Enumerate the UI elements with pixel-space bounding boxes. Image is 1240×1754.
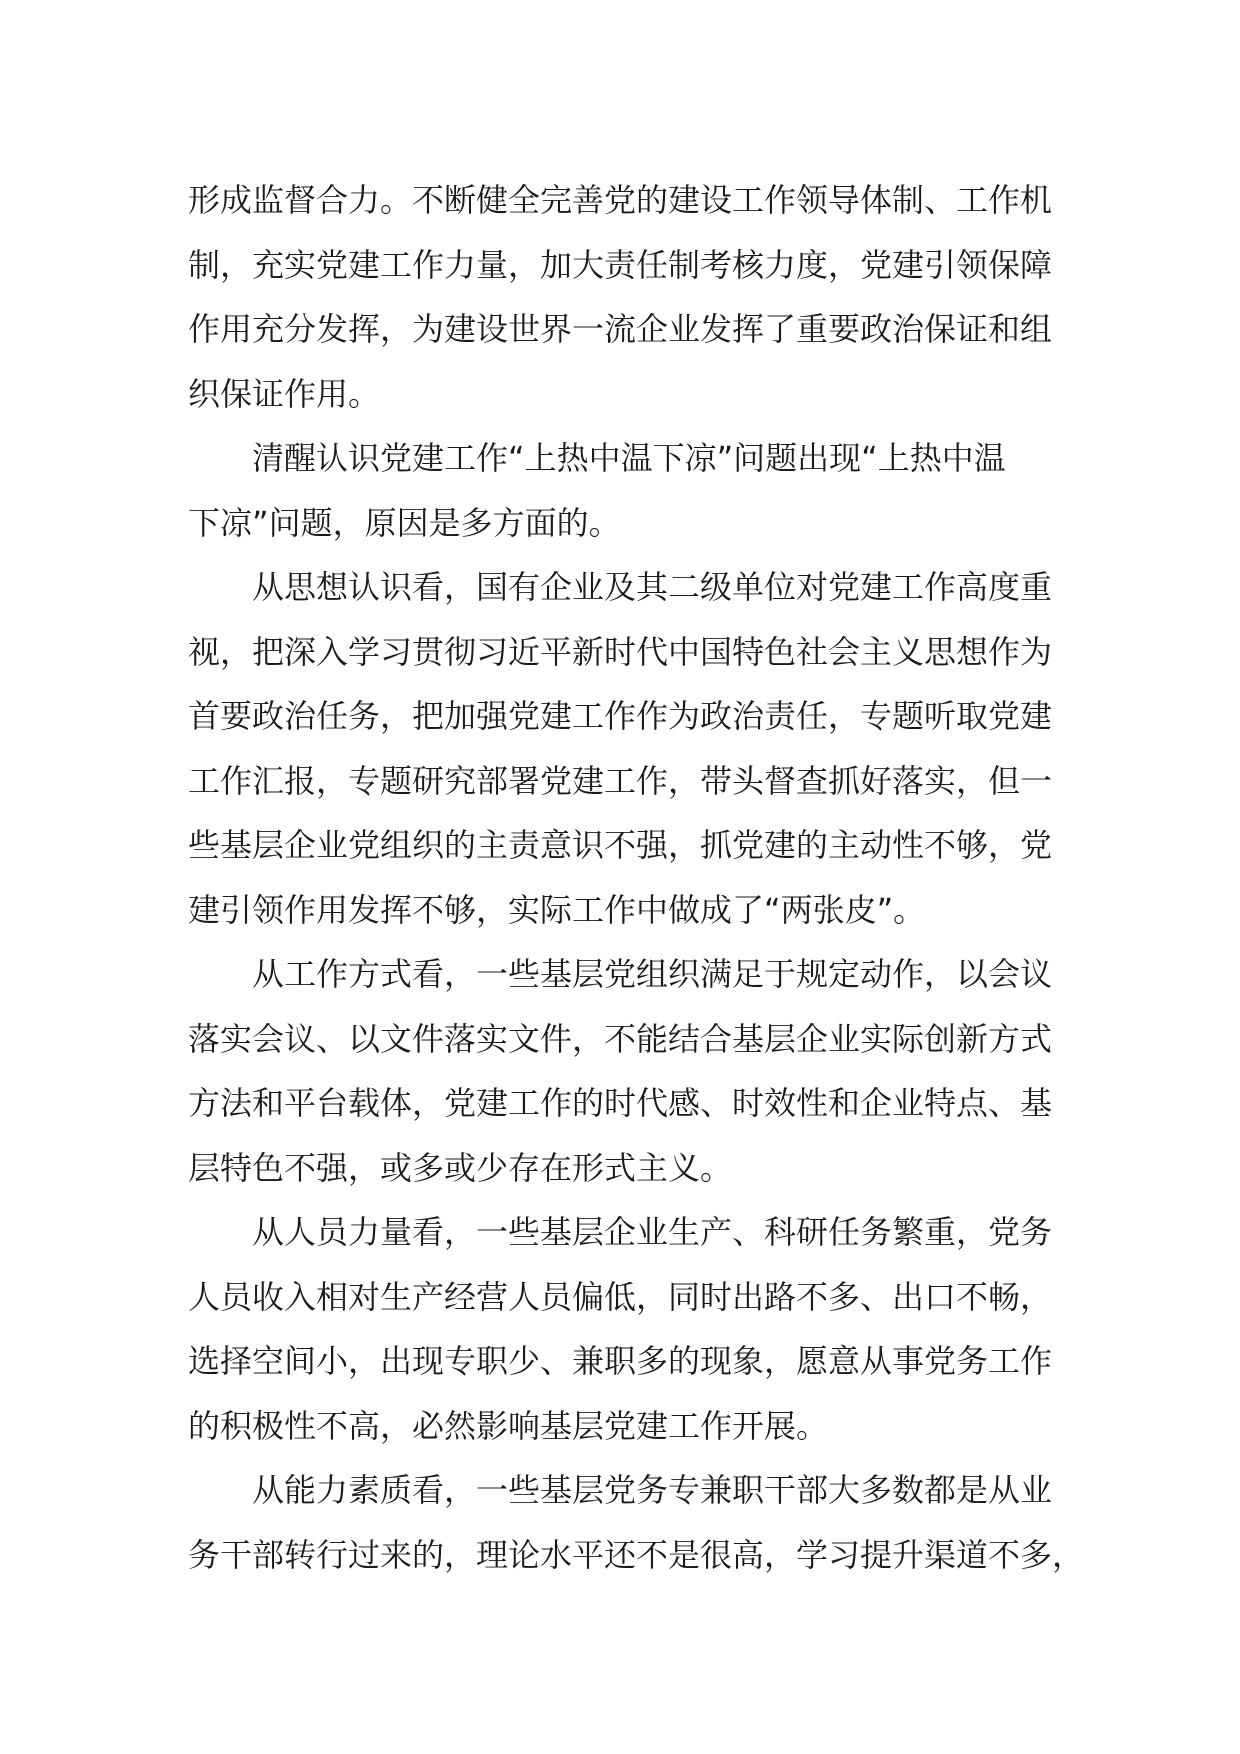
text-line: 从思想认识看，国有企业及其二级单位对党建工作高度重 [252,568,1053,606]
text-line: 作用充分发挥，为建设世界一流企业发挥了重要政治保证和组 [188,310,1053,348]
text-line: 选择空间小，出现专职少、兼职多的现象，愿意从事党务工作 [188,1342,1053,1380]
text-line: 工作汇报，专题研究部署党建工作，带头督查抓好落实，但一 [188,761,1053,800]
text-line: 下凉”问题，原因是多方面的。 [188,503,621,542]
document-body [188,168,1085,1587]
text-line: 首要政治任务，把加强党建工作作为政治责任，专题听取党建 [188,697,1053,735]
text-line: 从能力素质看，一些基层党务专兼职干部大多数都是从业 [252,1471,1053,1509]
text-line: 制，充实党建工作力量，加大责任制考核力度，党建引领保障 [188,245,1053,284]
text-line: 人员收入相对生产经营人员偏低，同时出路不多、出口不畅， [188,1277,1053,1316]
text-line: 形成监督合力。不断健全完善党的建设工作领导体制、工作机 [188,181,1053,219]
text-line: 从工作方式看，一些基层党组织满足于规定动作，以会议 [252,955,1053,993]
text-line: 视，把深入学习贯彻习近平新时代中国特色社会主义思想作为 [188,632,1053,671]
text-line: 落实会议、以文件落实文件，不能结合基层企业实际创新方式 [188,1019,1053,1058]
text-line: 从人员力量看，一些基层企业生产、科研任务繁重，党务 [252,1213,1053,1251]
text-line: 务干部转行过来的，理论水平还不是很高，学习提升渠道不多， [188,1535,1085,1574]
text-line: 方法和平台载体，党建工作的时代感、时效性和企业特点、基 [188,1084,1053,1122]
text-line: 层特色不强，或多或少存在形式主义。 [188,1148,733,1187]
text-line: 的积极性不高，必然影响基层党建工作开展。 [188,1406,829,1445]
text-line: 清醒认识党建工作“上热中温下凉”问题出现“上热中温 [252,439,1006,477]
text-line: 建引领作用发挥不够，实际工作中做成了“两张皮”。 [188,890,926,929]
text-line: 些基层企业党组织的主责意识不强，抓党建的主动性不够，党 [188,826,1053,864]
text-line: 织保证作用。 [188,374,381,413]
